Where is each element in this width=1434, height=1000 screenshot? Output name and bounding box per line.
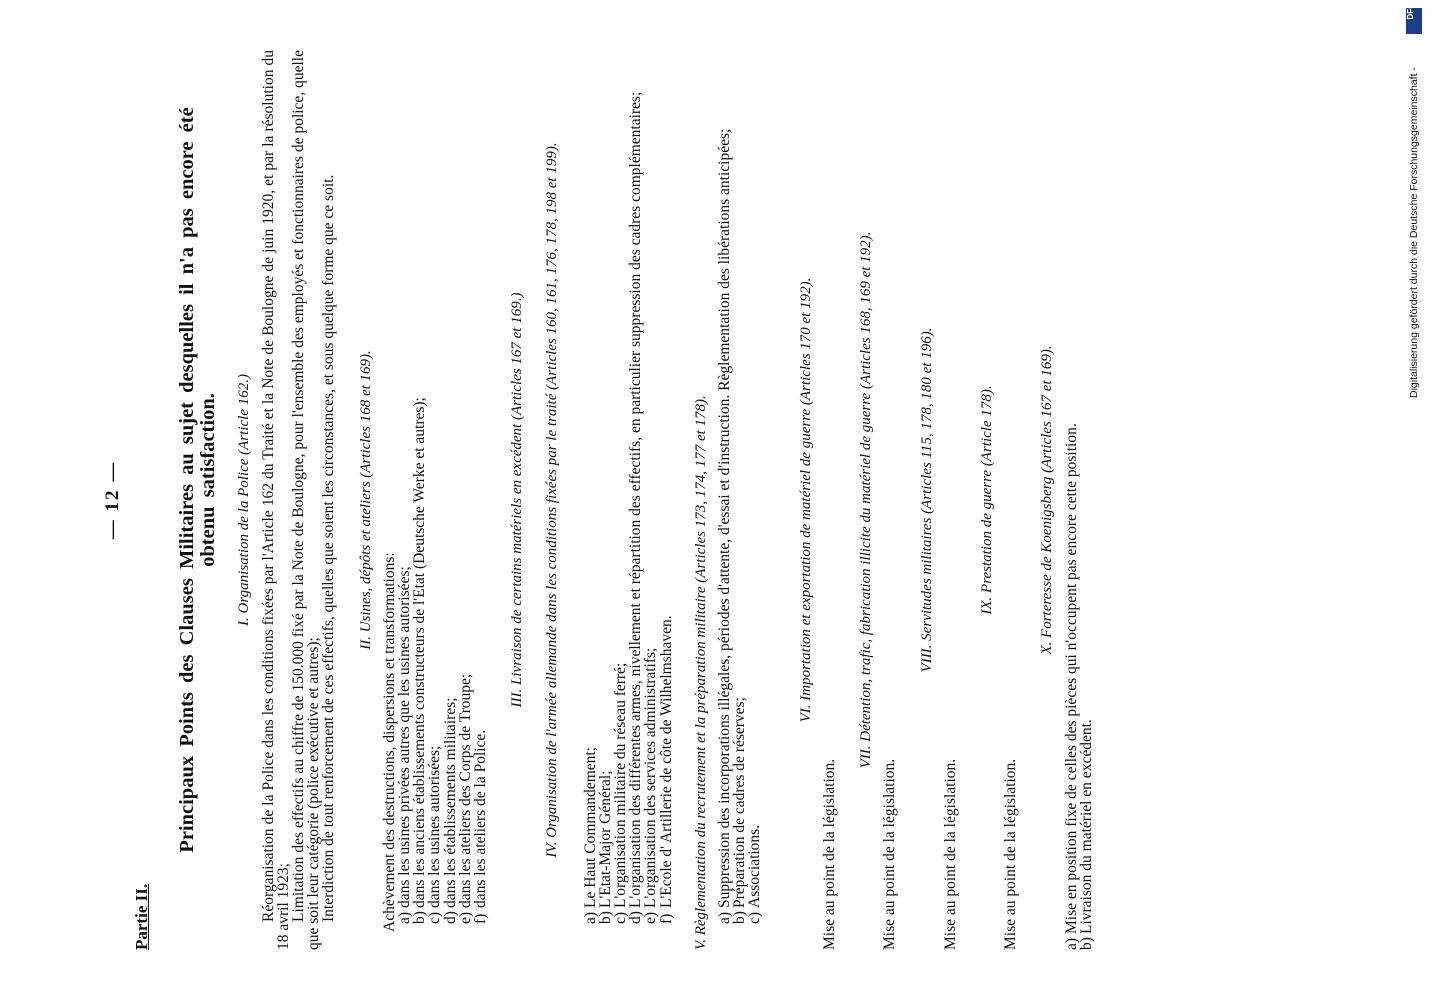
list-item [643, 50, 658, 924]
section-heading-ii: II. Usines, dépôts et ateliers (Articles 168 et 169). [357, 350, 374, 650]
list-marker: d) [627, 911, 645, 924]
list-item [427, 50, 442, 924]
list-section-iv [583, 50, 674, 924]
list-item [583, 50, 598, 924]
section-heading-ix: IX. Prestation de guerre (Article 178). [978, 385, 995, 615]
section-text: Mise au point de la législation. [881, 758, 899, 950]
list-marker: b) [1077, 937, 1095, 950]
list-section-v [717, 50, 763, 924]
section-heading-viii: VIII. Servitudes militaires (Articles 115, 178, 180 et 196). [918, 327, 935, 673]
section-text: Mise au point de la législation. [1002, 758, 1020, 950]
paragraph: Réorganisation de la Police dans les conditions fixées par l'Article 162 du Traité et la Note de Boulogne de juin 1920, et par la résolution du 18 avril 1923; [259, 50, 292, 950]
list-text: Préparation de cadres de réserves; [731, 697, 749, 908]
section-text: Mise au point de la législation. [941, 758, 959, 950]
list-item [1064, 50, 1079, 950]
list-marker: e) [642, 911, 660, 924]
list-marker: c) [426, 911, 444, 924]
list-text: Mise en position fixe de celles des pièces qui n'occupent pas encore cette position. [1062, 423, 1080, 934]
paragraph: Interdiction de tout renforcement de ces effectifs, quelles que soient les circonstances, et sous quelque forme que ce soit. [320, 174, 338, 922]
list-item [412, 50, 427, 924]
document-page [102, 50, 1355, 950]
list-section-x [1064, 50, 1094, 950]
section-heading-v: V. Règlementation du recrutement et la préparation militaire (Articles 173, 174, 177 et 178). [692, 395, 709, 950]
list-item [458, 50, 473, 924]
dfg-logo-text: DFG [1406, 2, 1415, 20]
section-heading-vi: VI. Importation et exportation de matériel de guerre (Articles 170 et 192). [797, 277, 814, 723]
list-item [473, 50, 488, 924]
list-item [628, 50, 643, 924]
list-section-ii [397, 50, 488, 924]
list-marker: d) [441, 911, 459, 924]
list-marker: e) [456, 911, 474, 924]
section-heading-vii: VII. Détention, trafic, fabrication illicite du matériel de guerre (Articles 168, 169 et 192). [858, 231, 875, 769]
list-marker: b) [731, 911, 749, 924]
page-number: — 12 — [102, 460, 123, 540]
list-marker: b) [596, 911, 614, 924]
list-marker: a) [1062, 937, 1080, 950]
list-item [613, 50, 628, 924]
digitization-credit: Digitalisierung gefördert durch die Deutsche Forschungsgemeinschaft - [1408, 67, 1420, 398]
list-text: L'Etat-Major Général; [596, 770, 614, 908]
list-marker: c) [746, 911, 764, 924]
list-text: dans les usines privées autres que les usines autorisées; [396, 566, 414, 908]
list-item [717, 50, 732, 924]
list-item [598, 50, 613, 924]
list-item [443, 50, 458, 924]
list-marker: a) [716, 911, 734, 924]
list-text: Associations. [746, 824, 764, 908]
list-marker: f) [472, 913, 490, 924]
list-text: dans les usines autorisées; [426, 745, 444, 908]
list-item [659, 50, 674, 924]
digitization-stamp [1406, 2, 1432, 398]
part-label: Partie II. [132, 883, 152, 950]
list-text: L'organisation des services administratifs; [642, 647, 660, 908]
section-intro: Achèvement des destructions, dispersions et transformations: [380, 552, 398, 932]
list-text: L'organisation militaire du réseau ferré; [612, 662, 630, 908]
list-text: Livraison du matériel en excédent. [1077, 719, 1095, 934]
list-marker: a) [581, 911, 599, 924]
list-text: dans les établissements militaires; [441, 697, 459, 908]
list-text: L'Ecole d' Artillerie de côte de Wilhelmshaven. [657, 615, 675, 908]
list-item [732, 50, 747, 924]
list-text: Suppression des incorporations illégales, périodes d'attente, d'essai et d'instruction. Règlementation des libérations anticipées; [716, 128, 734, 908]
list-marker: f) [657, 913, 675, 924]
page-title: Principaux Points des Clauses Militaires au sujet desquelles il n'a pas encore été obtenu satisfaction. [176, 107, 220, 853]
list-marker: c) [612, 911, 630, 924]
section-heading-x: X. Forteresse de Koenigsberg (Articles 167 et 169). [1039, 345, 1056, 655]
section-heading-iv: IV. Organisation de l'armée allemande dans les conditions fixées par le traité (Articles 160, 161, 176, 178, 198 et 199). [544, 142, 561, 858]
list-text: L'organisation des différentes armes, nivellement et répartition des effectifs, en particulier suppression des cadres complémentaires; [627, 91, 645, 908]
section-text: Mise au point de la législation. [820, 758, 838, 950]
list-text: dans les ateliers de la Police. [472, 729, 490, 908]
list-text: Le Haut Commandement; [581, 747, 599, 908]
section-heading-iii: III. Livraison de certains matériels en excédent (Articles 167 et 169.) [509, 292, 526, 708]
list-item [747, 50, 762, 924]
section-heading-i: I. Organisation de la Police (Article 162.) [236, 374, 253, 626]
list-text: dans les anciens établissements constructeurs de l'Etat (Deutsche Werke et autres); [411, 397, 429, 908]
list-marker: b) [411, 911, 429, 924]
list-item [1079, 50, 1094, 950]
list-marker: a) [396, 911, 414, 924]
list-text: dans les ateliers des Corps de Troupe; [456, 673, 474, 908]
paragraph: Limitation des effectifs au chiffre de 150.000 fixé par la Note de Boulogne, pour l'ensemble des employés et fonctionnaires de police, quelle que soit leur catégorie (police exécutive et autres); [290, 50, 323, 950]
list-item [397, 50, 412, 924]
